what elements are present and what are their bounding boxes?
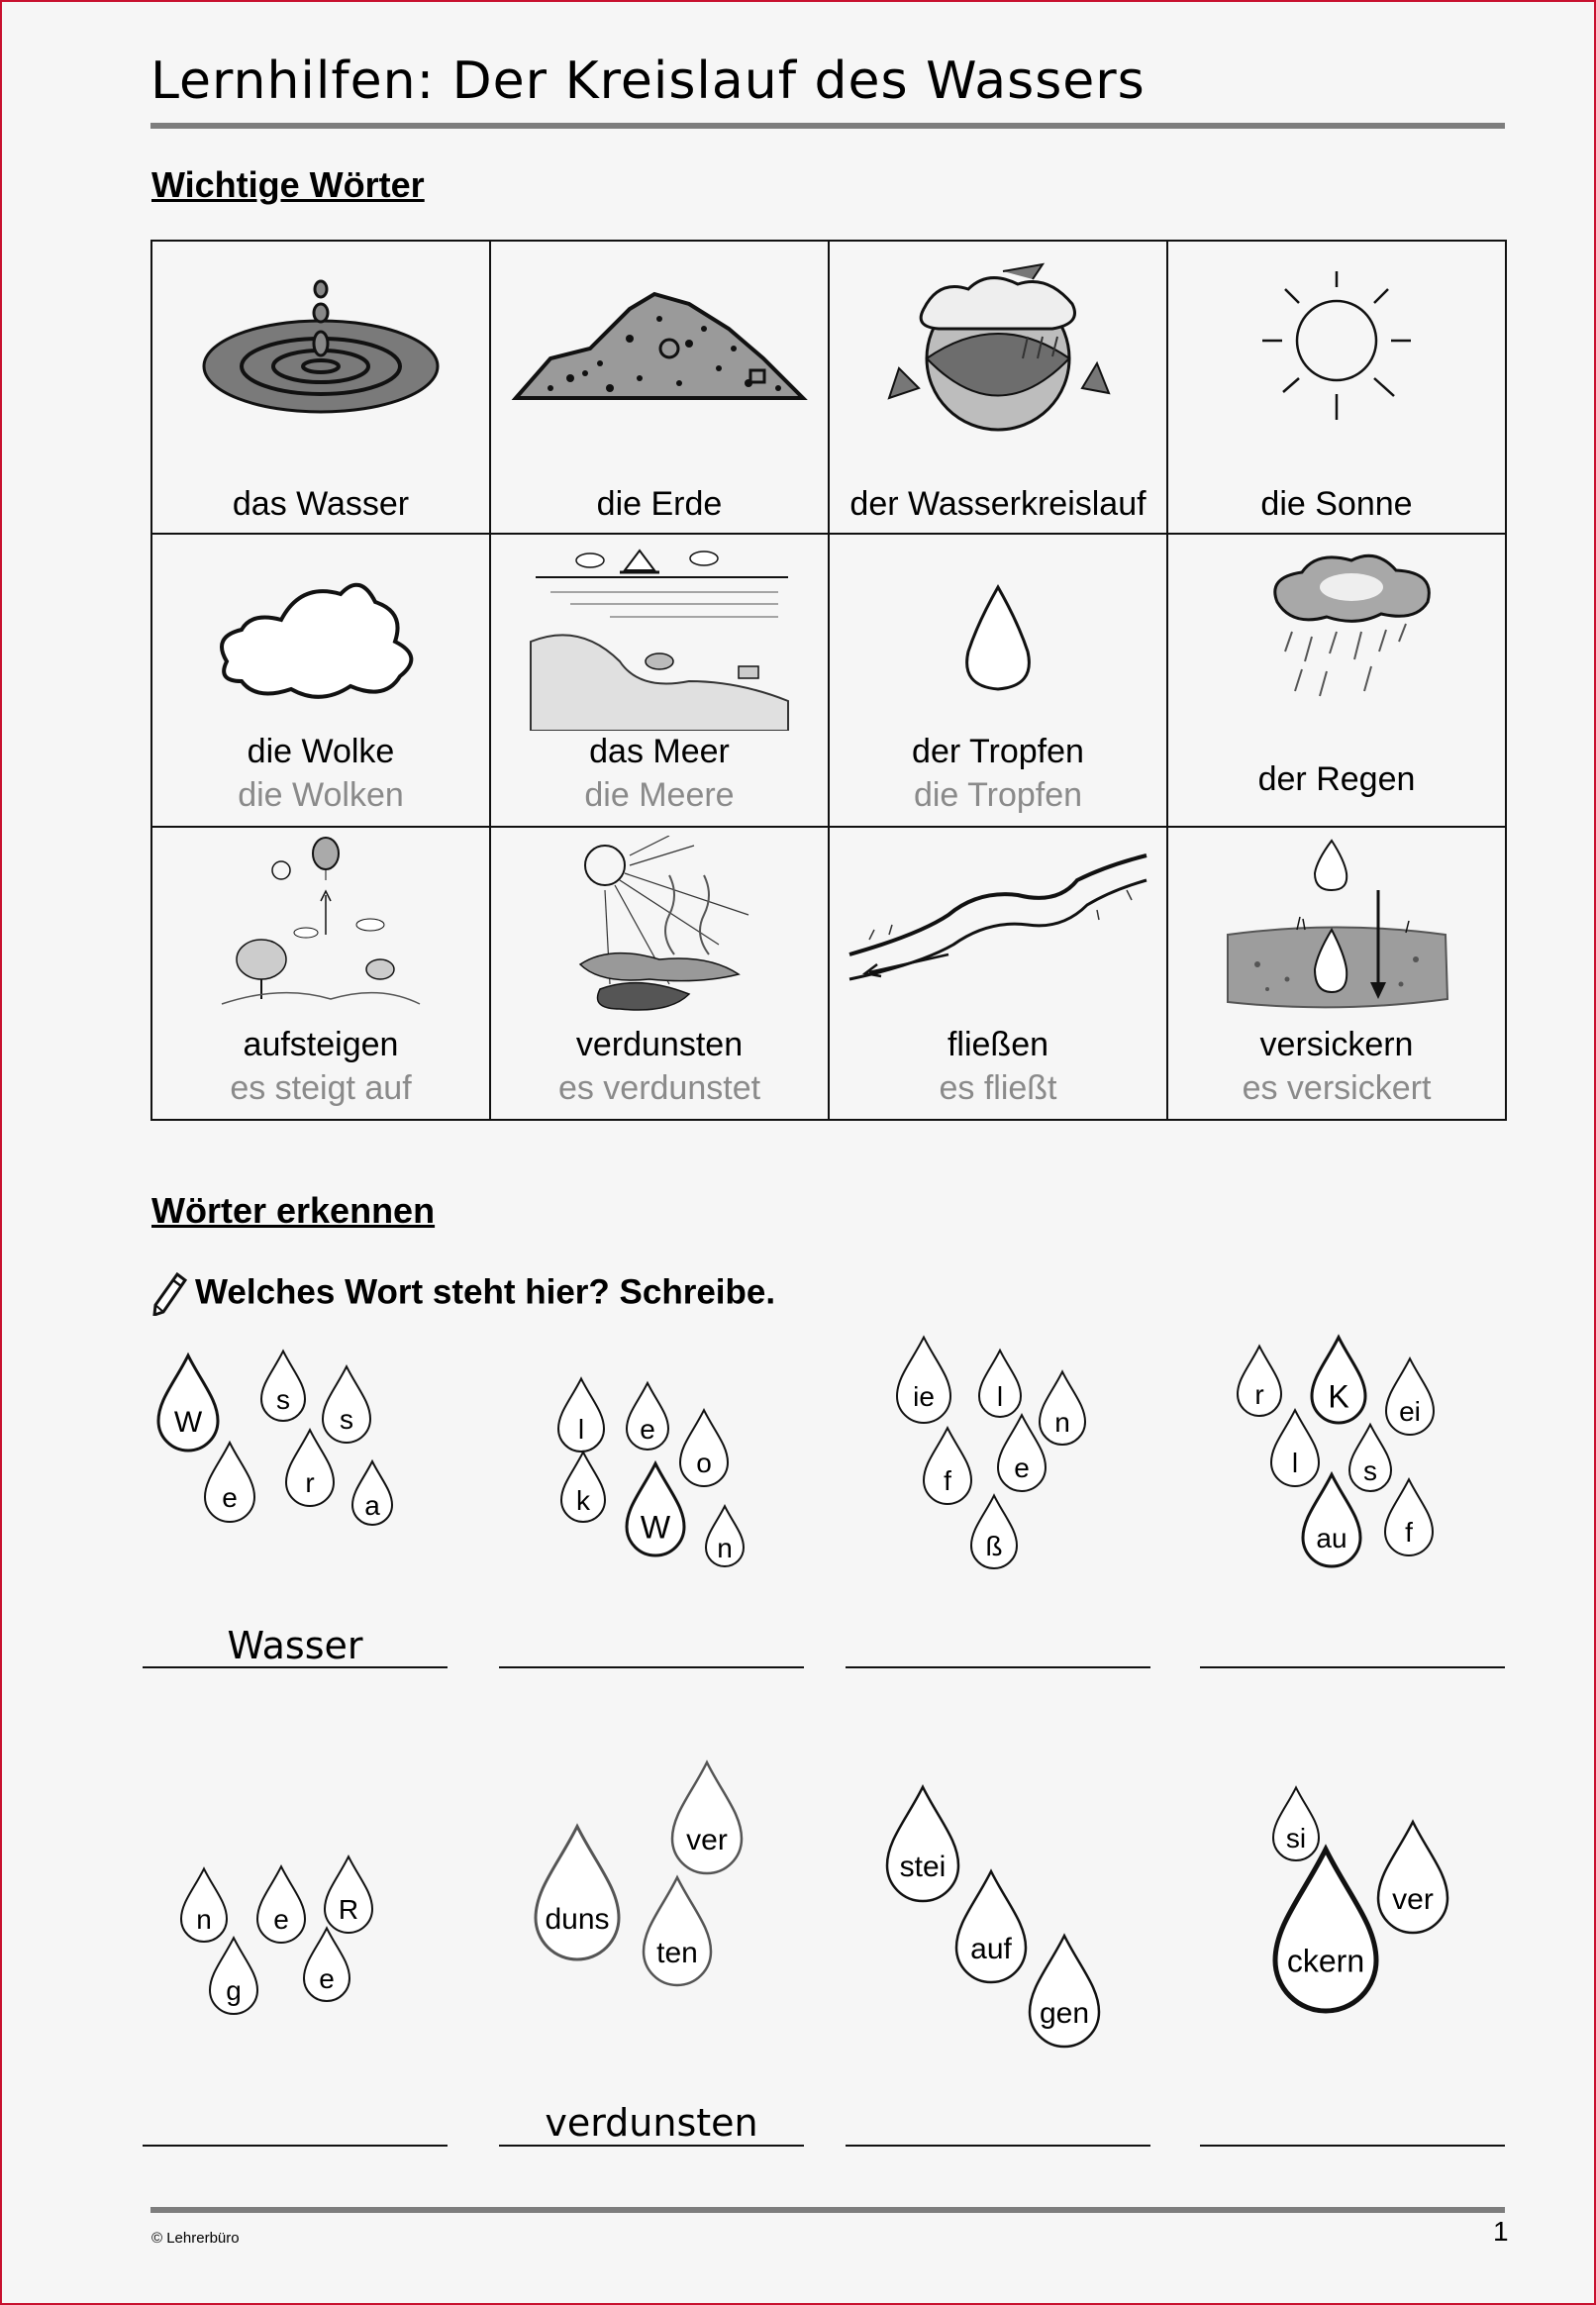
vocab-word: das Wasser: [232, 485, 410, 523]
drop-letter: auf: [970, 1932, 1012, 1965]
vocab-plural: die Wolken: [238, 776, 404, 814]
answer-line: [846, 1666, 1150, 1668]
vocab-word: die Erde: [596, 485, 723, 523]
drop-letter: n: [1054, 1407, 1070, 1439]
letter-drop: [1385, 1479, 1433, 1555]
drop-shape: [887, 1787, 958, 1901]
vocab-phrase: es steigt auf: [230, 1069, 412, 1107]
drop-letter: K: [1328, 1378, 1349, 1415]
letter-drop: [644, 1877, 711, 1985]
letter-drop: [205, 1443, 254, 1522]
answer-text: verdunsten: [545, 2101, 758, 2145]
vocab-plural: die Meere: [584, 776, 735, 814]
instruction-text: Welches Wort steht hier? Schreibe.: [195, 1272, 776, 1312]
drop-shape: [1275, 1850, 1376, 2011]
letter-drop: [352, 1461, 392, 1525]
drop-shape: [672, 1762, 742, 1873]
letter-drop: [979, 1351, 1021, 1417]
letter-drop: [1275, 1850, 1376, 2011]
letter-drop: [257, 1866, 305, 1943]
letter-drop: [971, 1495, 1017, 1568]
drop-letter: l: [577, 1414, 585, 1446]
answer-line: [499, 2145, 804, 2147]
letter-drop: [1271, 1410, 1319, 1486]
drop-letter: r: [305, 1467, 315, 1499]
drop-letter: ckern: [1286, 1943, 1365, 1979]
page-number: 1: [1493, 2216, 1509, 2247]
drop-letter: W: [640, 1509, 671, 1546]
drop-letter: l: [1291, 1448, 1299, 1479]
drop-letter: stei: [899, 1850, 947, 1883]
drop-letter: R: [338, 1894, 359, 1926]
letter-drop: [1238, 1347, 1281, 1416]
section-heading-woerter-erkennen: Wörter erkennen: [151, 1190, 436, 1231]
letter-drop: [956, 1871, 1026, 1982]
letter-drop: [1040, 1371, 1085, 1445]
drop-letter: g: [226, 1975, 242, 2007]
drop-letter: ß: [985, 1531, 1003, 1562]
vocab-word: der Wasserkreislauf: [849, 485, 1147, 523]
drop-shape: [536, 1827, 619, 1959]
drop-letter: ten: [656, 1936, 698, 1969]
letter-drop: [1378, 1822, 1447, 1933]
letter-drop: [1312, 1338, 1365, 1423]
letter-drop: [998, 1415, 1046, 1491]
drop-letter: ver: [1392, 1882, 1434, 1916]
vocab-phrase: es fließt: [939, 1069, 1057, 1107]
vocab-word: verdunsten: [575, 1026, 744, 1063]
letter-drop: [924, 1428, 971, 1504]
drop-letter: n: [196, 1904, 212, 1936]
drop-letter: f: [944, 1465, 951, 1497]
drop-shape: [1030, 1936, 1099, 2047]
answer-line: [846, 2145, 1150, 2147]
letter-drop: [304, 1928, 349, 2001]
vocab-phrase: es versickert: [1242, 1069, 1432, 1107]
drop-letter: n: [717, 1533, 733, 1564]
drop-letter: r: [1254, 1379, 1264, 1411]
vocab-word: die Wolke: [247, 733, 395, 770]
letter-drop: [627, 1383, 668, 1450]
letter-drop: [181, 1868, 227, 1942]
drop-letter: l: [996, 1381, 1004, 1413]
letter-drop: [536, 1827, 619, 1959]
vocab-word: aufsteigen: [243, 1026, 399, 1063]
drop-letter: a: [364, 1490, 380, 1522]
letter-drop: [887, 1787, 958, 1901]
vocab-word: der Regen: [1257, 760, 1416, 798]
drop-letter: ver: [686, 1823, 728, 1856]
vocab-word: fließen: [947, 1026, 1049, 1063]
answer-line: [1200, 2145, 1505, 2147]
letter-drop: [158, 1355, 218, 1451]
drop-shape: [1378, 1822, 1447, 1933]
drop-letter: au: [1316, 1523, 1347, 1554]
drop-letter: e: [319, 1963, 335, 1995]
drop-letter: gen: [1039, 1996, 1090, 2030]
copyright: © Lehrerbüro: [151, 2230, 240, 2247]
answer-line: [499, 1666, 804, 1668]
drop-letter: e: [1014, 1453, 1030, 1484]
vocab-plural: die Tropfen: [913, 776, 1083, 814]
letter-drop: [558, 1378, 604, 1452]
letter-drop: [210, 1938, 257, 2014]
letter-drop: [1349, 1425, 1391, 1491]
vocab-word: versickern: [1259, 1026, 1414, 1063]
drop-letter: ei: [1399, 1396, 1421, 1428]
drop-letter: e: [273, 1904, 289, 1936]
drop-letter: e: [222, 1482, 238, 1514]
letter-drop: [261, 1352, 305, 1421]
letter-drop: [325, 1856, 372, 1933]
drop-letter: duns: [545, 1902, 610, 1936]
drop-letter: s: [340, 1404, 353, 1436]
footer-rule: [150, 2207, 1505, 2213]
section-heading-wichtige-woerter: Wichtige Wörter: [151, 164, 425, 205]
letter-drop: [1030, 1936, 1099, 2047]
letter-drop: [897, 1338, 950, 1423]
drop-letter: s: [1363, 1455, 1377, 1487]
vocab-word: die Sonne: [1260, 485, 1413, 523]
letter-drop: [706, 1506, 744, 1566]
vocab-word: das Meer: [589, 733, 730, 770]
vocab-phrase: es verdunstet: [557, 1069, 761, 1107]
letter-drop: [672, 1762, 742, 1873]
drop-letter: f: [1405, 1517, 1413, 1549]
answer-line: [1200, 1666, 1505, 1668]
drop-letter: s: [276, 1384, 290, 1416]
vocab-word: der Tropfen: [912, 733, 1084, 770]
drop-letter: si: [1285, 1823, 1307, 1854]
drop-letter: e: [640, 1414, 655, 1446]
letter-drop: [680, 1410, 728, 1486]
drop-letter: o: [696, 1448, 712, 1479]
answer-text: Wasser: [227, 1624, 363, 1667]
drop-letter: ie: [913, 1381, 935, 1413]
drop-letter: W: [173, 1405, 203, 1439]
answer-line: [143, 2145, 448, 2147]
letter-drop: [561, 1453, 605, 1522]
letter-drop: [1386, 1358, 1434, 1435]
letter-drop: [1303, 1474, 1360, 1566]
page-title: Lernhilfen: Der Kreislauf des Wassers: [150, 51, 1146, 111]
letter-drop: [627, 1463, 684, 1555]
drop-letter: k: [576, 1485, 590, 1517]
drop-shape: [956, 1871, 1026, 1982]
letter-drop: [286, 1430, 334, 1506]
letter-drop: [323, 1366, 370, 1443]
letter-drop: [1273, 1787, 1319, 1860]
